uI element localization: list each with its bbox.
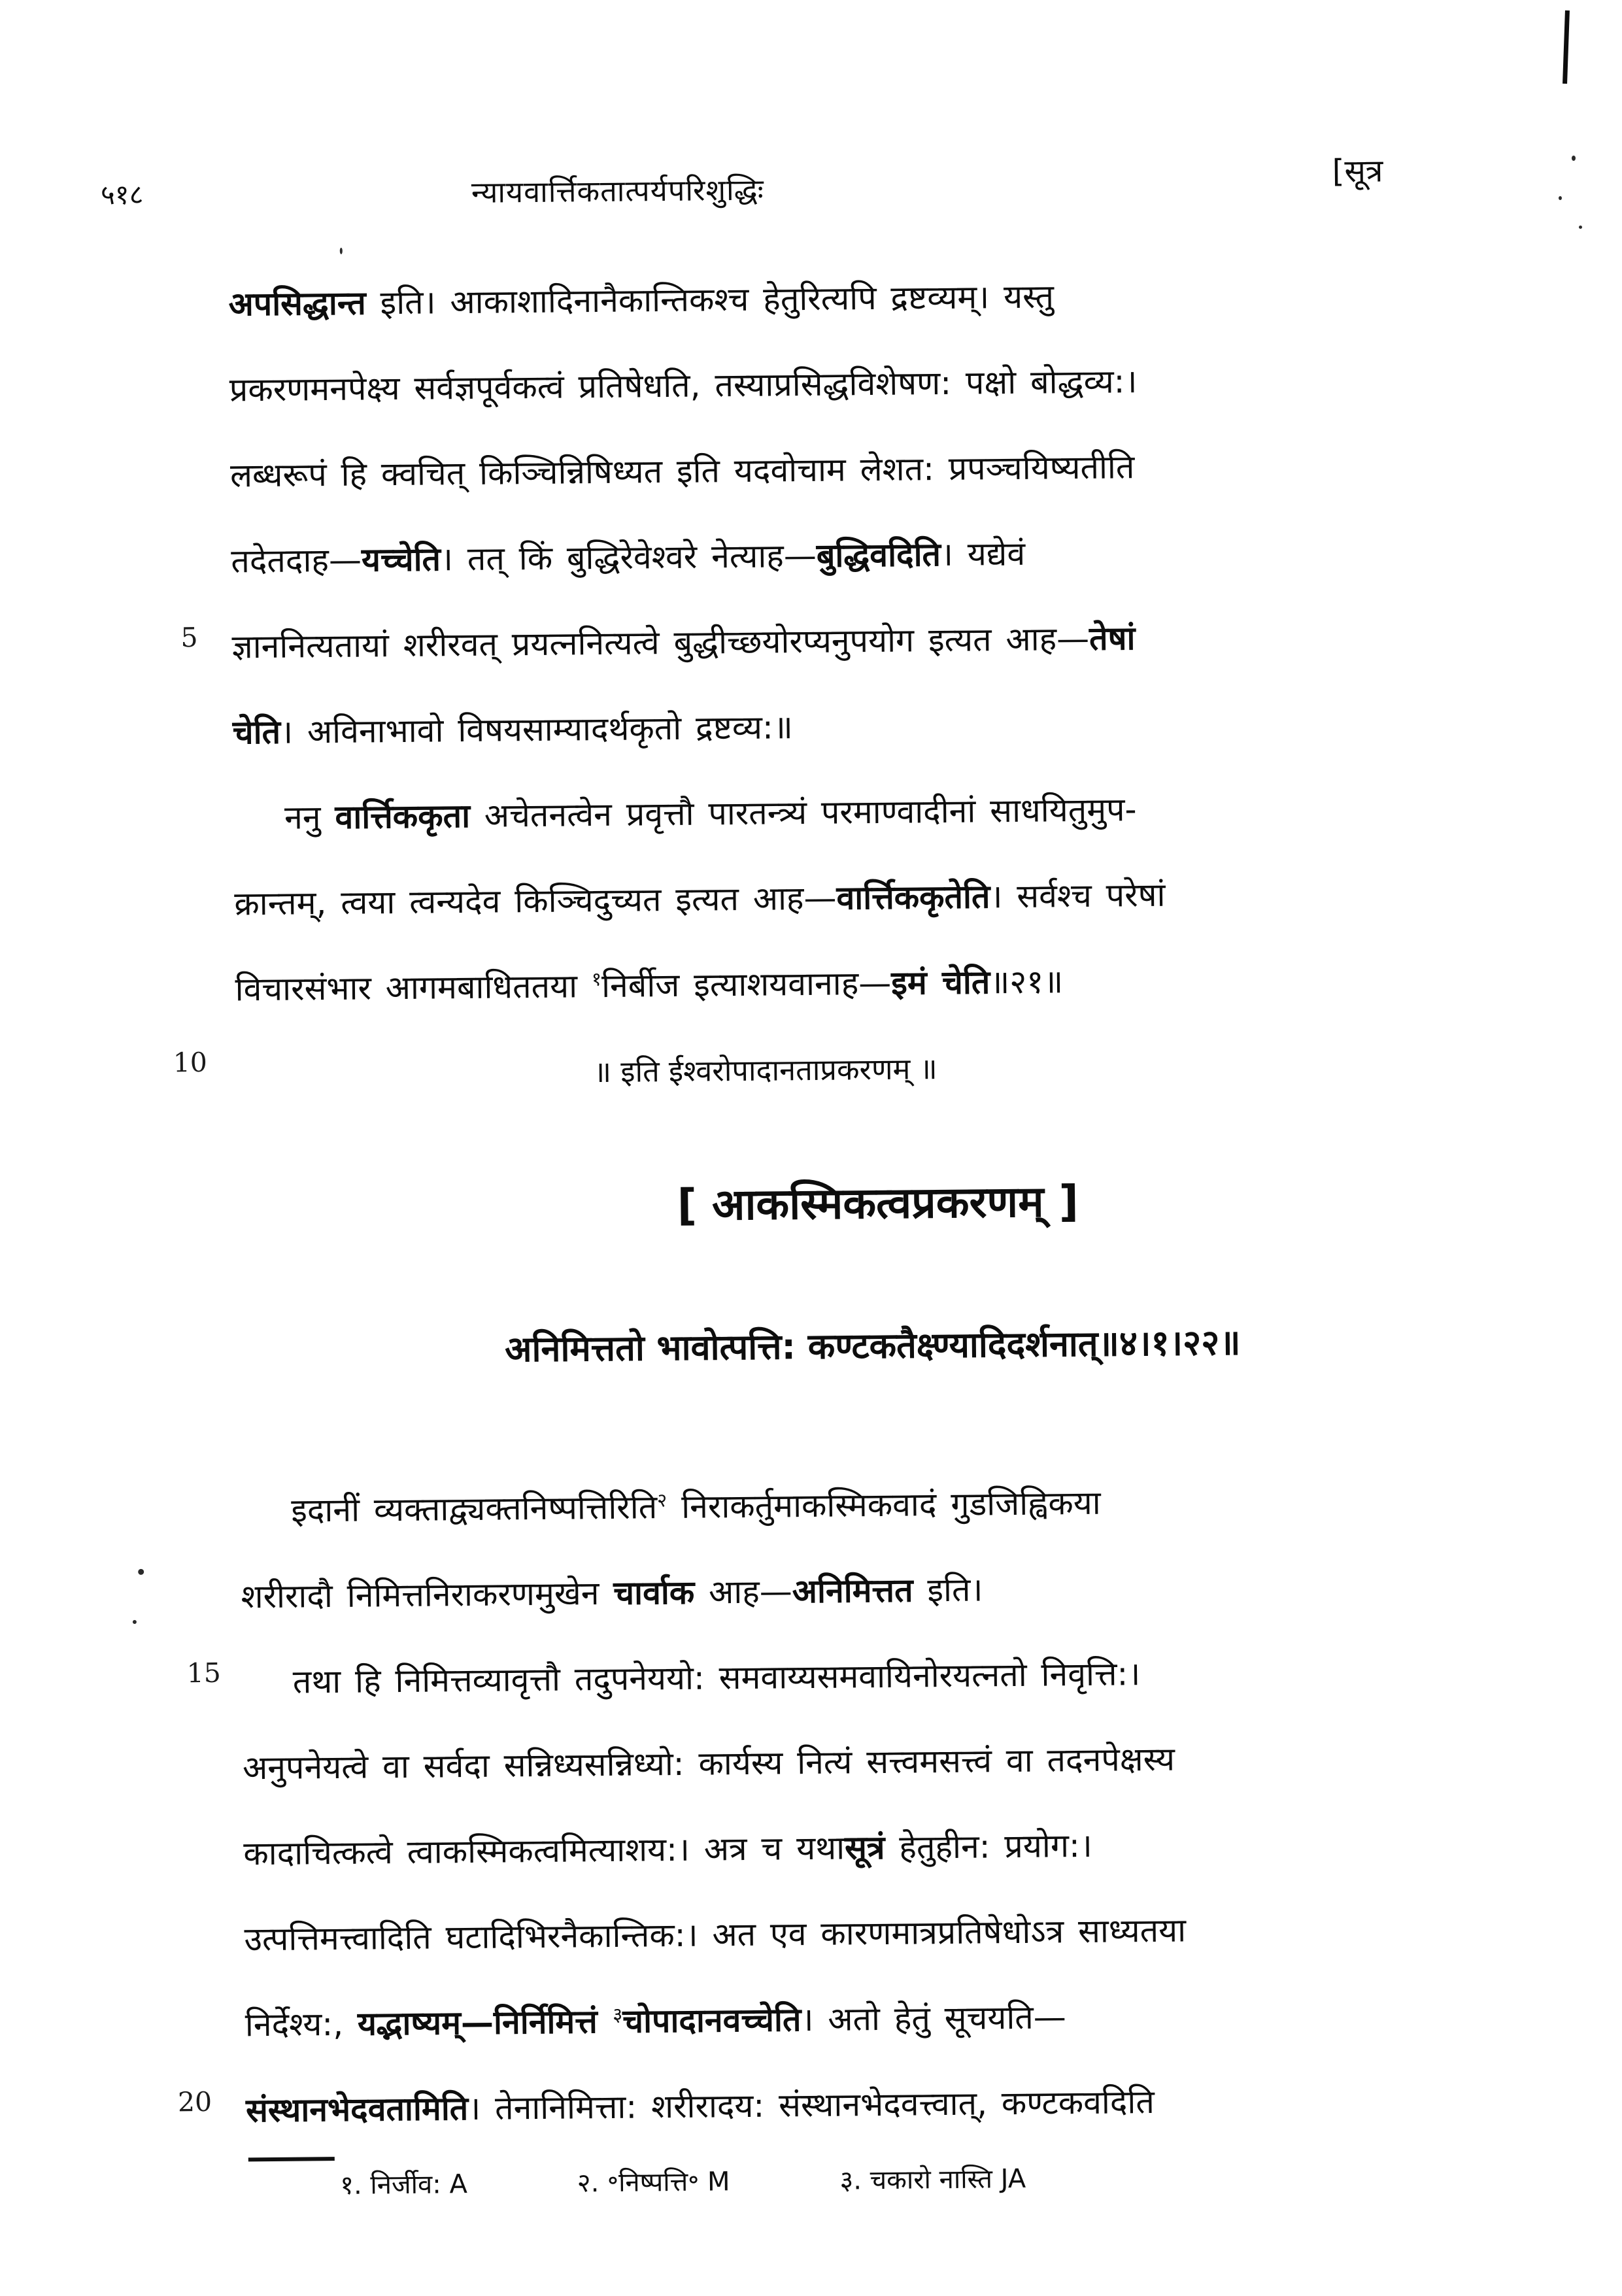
text-segment: चोपादानवच्चेति	[622, 2001, 802, 2040]
sutra-text: अनिमित्ततो भावोत्पत्ति: कण्टकतैक्ष्ण्यादिदर्शनात्॥४।१।२२॥	[504, 1321, 1241, 1370]
chapter-colophon: ॥ इति ईश्वरोपादानताप्रकरणम् ॥	[593, 1051, 938, 1090]
text-segment: शरीरादौ निमित्तनिराकरणमुखेन	[241, 1574, 614, 1616]
margin-line-number: 20	[177, 2085, 212, 2118]
text-segment: सूत्रं	[844, 1828, 885, 1867]
text-segment: । तत् किं बुद्धिरेवेश्वरे नेत्याह—	[440, 536, 817, 579]
header-right-label: [सूत्र	[1332, 152, 1383, 190]
text-segment: आह—	[694, 1572, 793, 1612]
text-segment: प्रकरणमनपेक्ष्य सर्वज्ञपूर्वकत्वं प्रतिषेधति, तस्याप्रसिद्धविशेषण: पक्षो बोद्धव्य:।	[229, 362, 1138, 409]
scan-speck	[138, 1569, 144, 1575]
text-line	[241, 1542, 1483, 1640]
footnotes-row	[340, 2159, 1026, 2202]
footnote-marker: ३	[612, 2003, 623, 2026]
page-number: ५१८	[100, 178, 144, 211]
text-segment: अनुपनेयत्वे वा सर्वदा सन्निध्यसन्निध्यो: कार्यस्य नित्यं सत्त्वमसत्त्वं वा तदनपेक्षस्य	[242, 1740, 1175, 1787]
text-segment: तदेतदाह—	[231, 541, 362, 581]
text-line	[232, 678, 1475, 775]
footnote-marker: १	[591, 968, 602, 990]
text-line	[240, 1457, 1483, 1554]
text-segment: ॥२१॥	[990, 962, 1064, 1002]
text-segment: । अविनाभावो विषयसाम्यादर्थकृतो द्रष्टव्य:॥	[280, 708, 794, 751]
text-segment: चेति	[232, 713, 281, 752]
text-segment: विचारसंभार आगमबाधिततया	[235, 967, 592, 1009]
text-line	[229, 335, 1472, 433]
text-segment: वार्त्तिककृतेति	[836, 877, 990, 917]
text-line	[228, 250, 1471, 347]
text-line	[231, 507, 1474, 604]
text-segment: क्रान्तम्, त्वया त्वन्यदेव किञ्चिदुच्यत इत्यत आह—	[234, 879, 837, 923]
text-segment: ननु	[284, 798, 335, 837]
scan-speck	[340, 248, 343, 254]
text-segment: संस्थानभेदवतामिति	[245, 2089, 469, 2130]
text-segment: इति। आकाशादिनानैकान्तिकश्च हेतुरित्यपि द्रष्टव्यम्। यस्तु	[365, 277, 1055, 322]
text-line	[233, 764, 1476, 861]
text-segment: । सर्वश्च परेषां	[990, 875, 1166, 916]
running-title: न्यायवार्त्तिकतात्पर्यपरिशुद्धिः	[471, 172, 764, 210]
text-line	[244, 1885, 1487, 1982]
footnote-item: ३. चकारो नास्ति JA	[839, 2163, 1026, 2196]
text-segment: । अतो हेतुं सूचयति—	[801, 1998, 1067, 2039]
text-segment: इदानीं व्यक्ताद्व्यक्तनिष्पत्तिरिति	[291, 1488, 658, 1530]
margin-line-number: 10	[173, 1046, 208, 1079]
footnote-item: १. निर्जीव: A	[339, 2169, 468, 2201]
text-segment: निर्देश्य:,	[245, 2004, 358, 2044]
footnote-item: २. ॰निष्पत्ति॰ M	[577, 2167, 730, 2199]
text-segment: अचेतनत्वेन प्रवृत्तौ पारतन्त्र्यं परमाण्वादीनां साधयितुमुप-	[469, 790, 1137, 835]
margin-line-number: 5	[180, 621, 198, 654]
paragraph	[233, 764, 1478, 1032]
text-line	[245, 1970, 1487, 2068]
paragraph	[240, 1457, 1483, 1640]
footnote-marker: २	[656, 1489, 667, 1511]
text-segment: अपसिद्धान्त	[228, 284, 366, 324]
text-segment: चार्वाक	[613, 1573, 695, 1612]
text-segment: तेषां	[1089, 619, 1136, 658]
text-segment: उत्पत्तिमत्त्वादिति घटादिभिरनैकान्तिक:। अत एव कारणमात्रप्रतिषेधोऽत्र साध्यतया	[244, 1911, 1187, 1959]
footnote-separator-rule	[248, 2157, 335, 2161]
scan-speck	[133, 1620, 137, 1624]
body-text	[228, 250, 1489, 2153]
text-line	[234, 849, 1477, 947]
text-line	[231, 592, 1474, 690]
text-line	[235, 935, 1478, 1032]
text-segment: इति।	[913, 1570, 983, 1610]
text-segment: लब्धरूपं हि क्वचित् किञ्चिन्निषिध्यत इति यदवोचाम लेशत: प्रपञ्चयिष्यतीति	[229, 448, 1135, 495]
text-segment: वार्त्तिककृता	[335, 796, 471, 836]
chapter-heading: [ आकस्मिकत्वप्रकरणम् ]	[677, 1176, 1079, 1230]
text-segment: ज्ञाननित्यतायां शरीरवत् प्रयत्ननित्यत्वे बुद्धीच्छयोरप्यनुपयोग इत्यत आह—	[231, 619, 1090, 666]
text-segment: निराकर्तुमाकस्मिकवादं गुडजिह्विकया	[666, 1483, 1101, 1527]
paragraph	[228, 250, 1475, 775]
text-line	[229, 421, 1472, 518]
text-segment: यच्चेति	[361, 540, 441, 579]
text-segment: हेतुहीन: प्रयोग:।	[885, 1826, 1093, 1866]
margin-line-number: 15	[186, 1657, 222, 1689]
text-line	[241, 1628, 1484, 1725]
text-line	[243, 1799, 1486, 1897]
text-segment: । तेनानिमित्ता: शरीरादय: संस्थानभेदवत्त्वात्, कण्टकवदिति	[467, 2083, 1155, 2128]
text-line	[245, 2056, 1488, 2153]
text-segment: कादाचित्कत्वे त्वाकस्मिकत्वमित्याशय:। अत्र च यथा	[243, 1829, 845, 1873]
text-segment: इमं चेति	[890, 963, 990, 1002]
text-segment: तथा हि निमित्तव्यावृत्तौ तदुपनेययो: समवाय्यसमवायिनोरयत्नतो निवृत्ति:।	[292, 1655, 1141, 1701]
text-segment: निर्बीज इत्याशयवानाह—	[601, 964, 892, 1005]
text-line	[242, 1714, 1485, 1811]
text-segment: । यद्येवं	[940, 534, 1026, 574]
text-segment: अनिमित्तत	[792, 1571, 913, 1611]
paragraph	[241, 1628, 1488, 2153]
text-segment: बुद्धिवदिति	[816, 535, 941, 575]
text-segment: यद्भाष्यम्—निर्निमित्तं	[357, 2002, 613, 2043]
